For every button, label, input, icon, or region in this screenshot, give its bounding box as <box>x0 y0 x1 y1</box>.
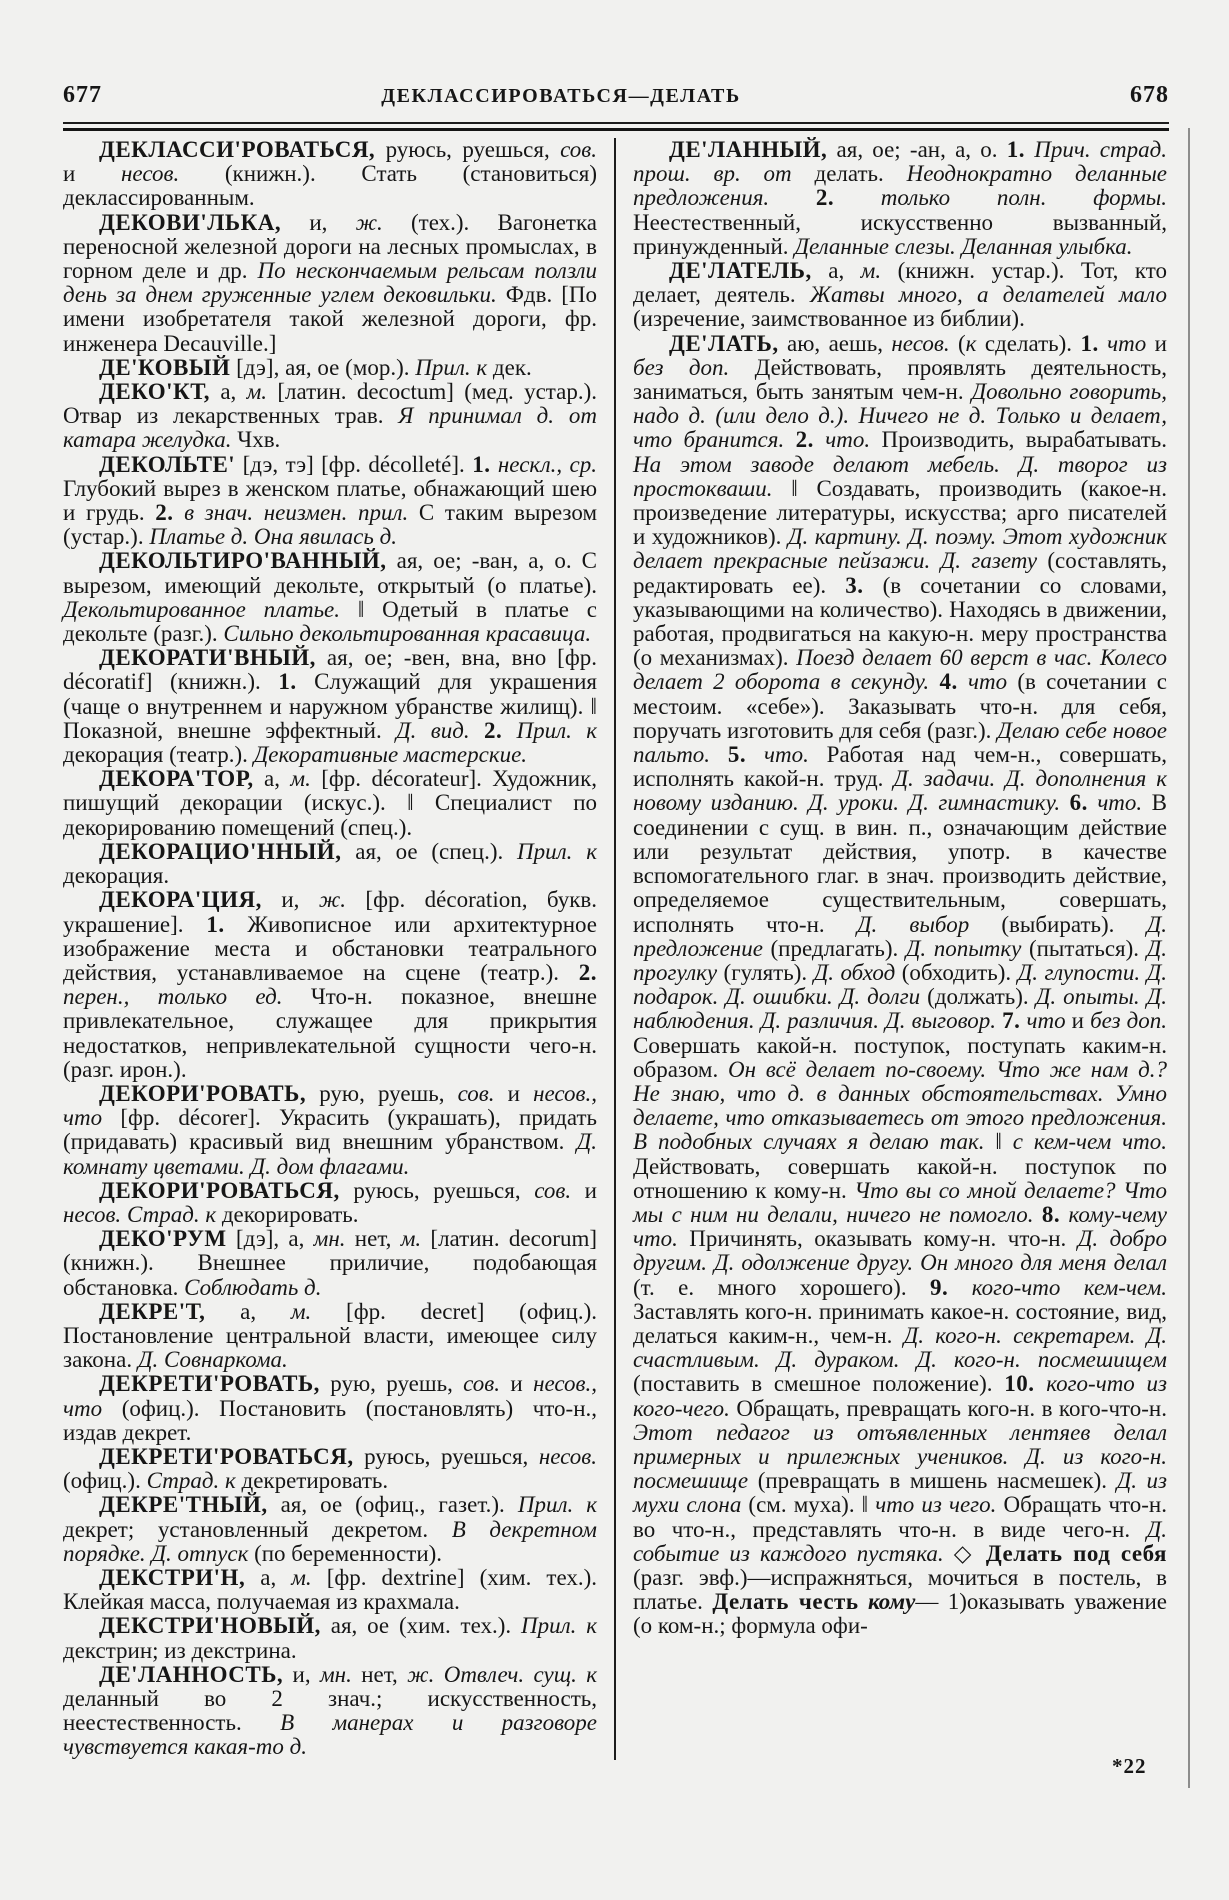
entry-text: с кем-чем что. <box>1012 1129 1167 1155</box>
entry-text: а, <box>245 1564 292 1590</box>
entry-text: (разг. эвф.)—испражняться, мочиться в постель, в платье. <box>633 1564 1167 1615</box>
headword-text: 5. <box>727 742 747 768</box>
entry-text: Страд. к <box>126 1201 217 1227</box>
entry-text: ‖ <box>984 1129 1013 1155</box>
entry-text: Неестественный, искусственно вызванный, принужденный. <box>633 209 1167 259</box>
entry-text: рую, руешь, <box>319 1371 464 1397</box>
dictionary-entry <box>633 332 1167 1639</box>
entry-text: м. <box>291 1564 312 1590</box>
headword-text: 2. <box>578 959 597 985</box>
entry-text: Платье д. Она явилась д. <box>149 524 397 550</box>
entry-text <box>929 669 939 694</box>
entry-text: нет, <box>351 1661 408 1687</box>
entry-text: Прил. к <box>415 354 488 380</box>
headword-text: ДЕ'ЛАННОСТЬ, <box>99 1661 284 1687</box>
entry-text: Этот педагог из отъявленных лентяев делал примерных и прилежных учеников. Д. из кого-н. посмешище <box>633 1419 1167 1494</box>
dictionary-entry <box>63 1663 597 1760</box>
entry-text: ая, ое (хим. тех.). <box>320 1613 522 1639</box>
entry-text: Декольтированное платье. <box>63 596 341 622</box>
entry-text: (т. е. много хорошего). <box>633 1274 931 1300</box>
entry-text: Д. кого-н. секретарем. Д. счастливым. Д. дураком. Д. кого-н. посмешищем <box>633 1322 1167 1373</box>
entry-text: Д. картину. Д. поэму. Этот художник делает прекрасные пейзажи. Д. газету <box>633 524 1167 574</box>
entry-text: сов. <box>463 1371 501 1397</box>
dictionary-entry <box>633 138 1167 259</box>
entry-text: руюсь, руешься, <box>375 137 561 162</box>
entry-text <box>710 742 728 767</box>
entry-text: (офиц.). Постановить (постановлять) что-н., издав декрет. <box>63 1395 597 1445</box>
dictionary-entry <box>63 1614 597 1662</box>
entry-text: аю, аешь, <box>778 330 892 356</box>
entry-text <box>434 1662 443 1687</box>
headword-text: Делать честь <box>712 1589 859 1615</box>
entry-text: без доп. <box>633 354 730 380</box>
entry-text: Служащий для украшения (чаще о внутреннем и наружном убранстве жилищ). ‖ Показной, внешне эффектный. <box>63 669 597 743</box>
entry-text: Живописное или архитектурное изображение места и обстановки театрального действия, устанавливаемое на сцене (театр.). <box>63 911 598 985</box>
entry-text: Д. вид. <box>396 717 470 743</box>
headword-text: 1. <box>1080 330 1099 356</box>
entry-text <box>1088 790 1098 815</box>
entry-text: (книжн. устар.). Тот, кто делает, деятель. <box>633 258 1167 308</box>
headword-text: ДЕКОЛЬТИРО'ВАННЫЙ, <box>99 548 387 574</box>
headword-text: ДЕКОРАТИ'ВНЫЙ, <box>99 645 316 671</box>
headword-text: ДЕКРЕТИ'РОВАТЬ, <box>99 1371 320 1397</box>
entry-text: [фр. décorateur]. Художник, пишущий декорации (искус.). ‖ Специалист по декорированию помещений (спец.). <box>63 766 597 840</box>
headword-text: 4. <box>939 669 958 695</box>
entry-text <box>814 427 825 452</box>
entry-text: Соблюдать д. <box>184 1274 322 1300</box>
headword-text: ДЕ'ЛАННЫЙ, <box>669 137 828 162</box>
entry-text: перен., только ед. <box>63 984 283 1010</box>
dictionary-entry <box>63 138 597 211</box>
entry-text: [фр. decret] (офиц.). Постановление центральной власти, имеющее силу закона. <box>63 1298 597 1373</box>
entry-text: и <box>1146 330 1167 356</box>
entry-text <box>948 1275 971 1300</box>
entry-text <box>1034 1371 1046 1396</box>
entry-text <box>834 185 881 210</box>
dictionary-entry <box>63 549 597 646</box>
entry-text: м. <box>290 1298 312 1324</box>
entry-text <box>746 742 764 767</box>
entry-text: Д. задачи. Д. дополнения к новому изданию. Д. уроки. Д. гимнастику. <box>633 766 1167 816</box>
dictionary-entry <box>63 1445 597 1493</box>
entry-text: руюсь, руешься, <box>339 1177 535 1203</box>
entry-text: (в сочетании со словами, указывающими на количество). Находясь в движении, работая, продвигаться на какую-н. меру пространства (о механизмах). <box>633 572 1167 671</box>
entry-text: (выбирать). <box>969 911 1147 937</box>
entry-text: [дэ], а, <box>226 1226 314 1252</box>
headword-text: ДЕКСТРИ'Н, <box>99 1564 246 1590</box>
entry-text: нескл., ср. <box>497 451 598 477</box>
entry-text: и, <box>281 209 356 235</box>
entry-text: а, <box>205 1298 291 1324</box>
entry-text: В манерах и разговоре чувствуется какая-то д. <box>63 1710 597 1760</box>
entry-text: несов. <box>538 1443 597 1469</box>
dictionary-entry <box>63 888 597 1082</box>
entry-text: и <box>500 1371 534 1397</box>
entry-text: [дэ], ая, ое (мор.). <box>230 354 416 380</box>
dictionary-entry <box>63 211 597 356</box>
column-right <box>633 138 1167 1760</box>
entry-text: сов. <box>560 137 597 162</box>
entry-text: мн. <box>319 1661 352 1687</box>
entry-text: кому-чему что. <box>633 1201 1168 1252</box>
dictionary-entry <box>63 1179 597 1227</box>
headword-text: ДЕКРЕ'Т, <box>99 1298 206 1324</box>
entry-text <box>784 427 795 452</box>
entry-text: Довольно говорить, надо д. (или дело д.). Ничего не д. Только и делает, что бранится. <box>633 379 1167 453</box>
entry-text: На этом заводе делают мебель. Д. творог из простокваши. <box>633 451 1167 501</box>
dictionary-entry <box>63 1300 597 1373</box>
entry-text: Он всё делает по-своему. Что же нам д.? Не знаю, что д. в данных обстоятельствах. Умно делаете, что отказываетесь от этого предложения. В подобных случаях я делаю так. <box>633 1056 1167 1155</box>
headword-text: 2. <box>483 717 503 743</box>
column-divider <box>614 138 616 1760</box>
entry-text: (обходить). <box>895 959 1018 985</box>
entry-text: и <box>494 1080 534 1106</box>
entry-text <box>470 718 484 743</box>
entry-text: В соединении с сущ. в вин. п., означающим действие или результат действия, употр. в качестве вспомогательного глаг. в знач. производить действие, определяемое существительным, совершать, исполнять что-н. <box>633 790 1168 937</box>
entry-text: и, <box>283 1661 320 1687</box>
entry-text: Прич. страд. прош. вр. от <box>633 137 1167 187</box>
entry-text: [латин. decoctum] (мед. устар.). Отвар из лекарственных трав. <box>63 379 597 429</box>
entry-text: только полн. формы. <box>880 185 1168 211</box>
page-number-left: 677 <box>63 82 102 108</box>
entry-text <box>1060 790 1070 815</box>
entry-text: (должать). <box>920 984 1036 1010</box>
entry-text: Жатвы много, а делателей мало <box>809 282 1167 308</box>
entry-text: (превращать в мишень насмешек). <box>748 1468 1117 1494</box>
entry-text: Д. обход <box>813 959 896 985</box>
entry-text: (см. муха). ‖ <box>741 1492 876 1518</box>
entry-text: (в сочетании с местоим. «себе»). Заказывать что-н. для себя, поручать изготовить для себя (разг.). <box>633 669 1167 743</box>
headword-text: ДЕКОРА'ЦИЯ, <box>99 887 262 913</box>
headword-text: 2. <box>155 500 174 526</box>
entry-text: Отвлеч. сущ. к <box>443 1661 598 1687</box>
dictionary-entry <box>63 1566 597 1614</box>
entry-text: и <box>1065 1008 1091 1034</box>
entry-text: (книжн.). Стать (становиться) деклассированным. <box>63 161 597 211</box>
entry-text: декорация. <box>63 863 170 889</box>
headword-text: 9. <box>930 1274 949 1300</box>
entry-text <box>1025 137 1034 162</box>
entry-text: (тех.). Вагонетка переносной железной дороги на лесных промыслах, в горном деле и др. <box>63 209 597 284</box>
headword-text: ДЕКОЛЬТЕ' <box>99 451 236 477</box>
entry-text: ‖ Создавать, производить (какое-н. произведение литературы, искусства; арго писателей и художников). <box>633 475 1167 550</box>
headword-text: Делать под себя <box>985 1540 1167 1566</box>
entry-text: Глубокий вырез в женском платье, обнажающий шею и грудь. <box>63 475 597 526</box>
entry-text: несов., что <box>63 1371 597 1421</box>
headword-text: ДЕКОРИ'РОВАТЬСЯ, <box>99 1177 340 1203</box>
dictionary-entry <box>633 259 1167 332</box>
entry-text: кому <box>867 1589 916 1615</box>
entry-text: ая, ое (спец.). <box>341 838 518 864</box>
entry-text: Заставлять кого-н. принимать какое-н. состояние, вид, делаться каким-н., чем-н. <box>633 1298 1167 1348</box>
entry-text: Причинять, оказывать кому-н. что-н. <box>677 1226 1078 1252</box>
entry-text: к <box>965 330 977 356</box>
page-header <box>63 82 1169 109</box>
headword-text: 1. <box>1006 137 1025 162</box>
headword-text: ДЕ'ЛАТЕЛЬ, <box>669 258 812 284</box>
entry-text: Д. предложение <box>633 911 1167 961</box>
entry-text: м. <box>860 258 882 284</box>
entry-text: что <box>1107 330 1147 356</box>
entry-text: [дэ, тэ] [фр. décolleté]. <box>235 451 473 477</box>
entry-text: ая, ое (офиц., газет.). <box>267 1492 518 1518</box>
page-edge-line <box>1188 128 1190 1788</box>
entry-text: ж. <box>355 209 383 235</box>
entry-text: ая, ое; -ван, а, о. С вырезом, имеющий декольте, открытый (о платье). <box>63 548 597 598</box>
entry-text: Работая над чем-н., совершать, исполнять какой-н. труд. <box>633 742 1168 792</box>
headword-text: 7. <box>1002 1008 1021 1034</box>
entry-text: Обращать, превращать кого-н. в кого-что-н. <box>729 1395 1167 1421</box>
entry-text: (изречение, заимствованное из библии). <box>633 306 1025 332</box>
entry-text: Страд. к <box>146 1468 236 1494</box>
entry-text: (по беременности). <box>248 1540 443 1566</box>
headword-text: ДЕКОВИ'ЛЬКА, <box>99 209 282 235</box>
headword-text: ДЕКОРИ'РОВАТЬ, <box>99 1080 307 1106</box>
entry-text: декрет; установленный декретом. <box>63 1516 452 1542</box>
entry-text: кого-что из кого-чего. <box>633 1371 1168 1421</box>
headword-text: ДЕКО'РУМ <box>99 1226 227 1252</box>
entry-text: Прил. к <box>517 838 597 864</box>
entry-text: В декретном порядке. Д. отпуск <box>63 1516 597 1566</box>
entry-text: и <box>63 161 122 187</box>
entry-text: С таким вырезом (устар.). <box>63 500 597 550</box>
entry-text: м. <box>400 1226 422 1252</box>
entry-text: Д. выбор <box>856 911 970 937</box>
entry-text: декорировать. <box>216 1201 359 1227</box>
entry-text: Д. добро другим. Д. одолжение другу. Он много для меня делал <box>633 1226 1167 1276</box>
entry-text: Д. попытку <box>905 935 1022 961</box>
entry-text: [фр. décoration, букв. украшение]. <box>63 887 597 937</box>
entry-text: м. <box>246 379 268 405</box>
entry-text: Деланные слезы. Деланная улыбка. <box>794 233 1133 259</box>
headword-text: ДЕКОРАЦИО'ННЫЙ, <box>99 838 342 864</box>
entry-text: (гулять). <box>717 959 814 985</box>
entry-text: Действовать, совершать какой-н. поступок по отношению к кому-н. <box>633 1153 1167 1203</box>
entry-text: [латин. decorum] (книжн.). Внешнее приличие, подобающая обстановка. <box>63 1226 597 1300</box>
entry-text: Совершать какой-н. поступок, поступать каким-н. образом. <box>633 1032 1167 1082</box>
entry-text: что <box>967 669 1008 695</box>
text-columns <box>63 138 1169 1760</box>
entry-text: Производить, вырабатывать. <box>870 427 1168 453</box>
headword-text: ДЕ'ЛАТЬ, <box>669 330 779 356</box>
entry-text: сделать). <box>976 330 1081 356</box>
entry-text: несов. <box>891 330 950 356</box>
entry-text: руюсь, руешься, <box>353 1443 539 1469</box>
entry-text <box>174 500 185 525</box>
headword-text: 8. <box>1041 1201 1061 1227</box>
headword-text: ДЕКО'КТ, <box>99 379 211 405</box>
entry-text: без доп. <box>1090 1008 1168 1034</box>
entry-text: ж. <box>318 887 346 913</box>
entry-text <box>1034 1202 1042 1227</box>
dictionary-entry <box>63 1493 597 1566</box>
entry-text: Поезд делает 60 верст в час. Колесо делает 2 оборота в секунду. <box>633 645 1167 695</box>
dictionary-entry <box>63 1227 597 1300</box>
dictionary-entry <box>63 453 597 550</box>
entry-text <box>958 669 968 694</box>
dictionary-entry <box>63 1372 597 1445</box>
entry-text: — 1)оказывать уважение (о ком-н.; формула офи- <box>633 1589 1168 1639</box>
entry-text: Д. из мухи слона <box>633 1468 1167 1518</box>
entry-text: деланный во 2 знач.; искусственность, неестественность. <box>63 1686 597 1736</box>
entry-text: в знач. неизмен. прил. <box>184 500 409 526</box>
entry-text: а, <box>210 379 247 405</box>
entry-text: Д. опыты. Д. наблюдения. Д. различия. Д. выговор. <box>633 984 1168 1034</box>
entry-text: (составлять, редактировать ее). <box>633 548 1167 598</box>
entry-text: Прил. к <box>521 1613 597 1639</box>
entry-text: декстрин; из декстрина. <box>63 1637 297 1663</box>
entry-text: что из чего. <box>875 1492 997 1518</box>
column-left <box>63 138 597 1760</box>
headword-text: ДЕКРЕ'ТНЫЙ, <box>99 1492 268 1518</box>
entry-text: (пытаться). <box>1021 935 1147 961</box>
entry-text: Я принимал д. от катара желудка. <box>63 403 597 453</box>
entry-text: Д. комнату цветами. Д. дом флагами. <box>63 1129 597 1179</box>
entry-text: несов., что <box>63 1080 597 1131</box>
entry-text: Прил. к <box>517 1492 597 1518</box>
headword-text: 3. <box>845 572 864 598</box>
entry-text: делать. <box>791 161 907 187</box>
entry-text: декретировать. <box>235 1468 389 1494</box>
dictionary-entry <box>63 646 597 767</box>
running-title: ДЕКЛАССИРОВАТЬСЯ—ДЕЛАТЬ <box>381 85 741 107</box>
headword-text: 10. <box>1004 1371 1035 1397</box>
entry-text: а, <box>253 766 291 792</box>
headword-text: ДЕ'КОВЫЙ <box>99 354 231 380</box>
entry-text: несов. <box>63 1201 122 1227</box>
entry-text: Чхв. <box>231 427 281 453</box>
headword-text: 1. <box>206 911 225 937</box>
entry-text <box>769 185 816 210</box>
entry-text <box>859 1589 868 1614</box>
entry-text: (офиц.). <box>63 1468 147 1494</box>
entry-text: несов. <box>121 161 180 187</box>
entry-text: сов. <box>534 1177 572 1203</box>
entry-text: ж. <box>407 1661 435 1687</box>
headword-text: 2. <box>815 185 835 211</box>
headword-text: ДЕКОРА'ТОР, <box>99 766 254 792</box>
entry-text <box>490 452 497 477</box>
entry-text: нет, <box>345 1226 401 1252</box>
entry-text: дек. <box>487 354 532 380</box>
headword-text: 6. <box>1069 790 1088 816</box>
entry-text: что. <box>764 742 809 768</box>
entry-text: Сильно декольтированная красавица. <box>223 621 592 647</box>
entry-text: [фр. dextrine] (хим. тех.). Клейкая масса, получаемая из крахмала. <box>63 1564 598 1615</box>
entry-text: что. <box>825 427 871 453</box>
entry-text: ◇ <box>943 1540 986 1566</box>
entry-text: ‖ Одетый в платье с декольте (разг.). <box>63 596 597 647</box>
headword-text: 1. <box>472 451 491 477</box>
page-number-right: 678 <box>1130 82 1169 108</box>
entry-text: Неоднократно деланные предложения. <box>633 161 1167 211</box>
headword-text: ДЕКСТРИ'НОВЫЙ, <box>99 1613 321 1639</box>
dictionary-entry <box>63 380 597 453</box>
entry-text: что <box>1026 1008 1066 1034</box>
entry-text: (предлагать). <box>762 935 906 961</box>
entry-text: рую, руешь, <box>306 1080 458 1106</box>
entry-text: Обращать что-н. во что-н., представлять что-н. в виде чего-н. <box>633 1492 1167 1542</box>
entry-text: [фр. décorer]. Украсить (украшать), придать (придавать) красивый вид внешним убранством. <box>63 1105 597 1155</box>
entry-text: Делаю себе новое пальто. <box>633 717 1167 768</box>
entry-text: сов. <box>457 1080 495 1106</box>
dictionary-entry <box>63 767 597 840</box>
entry-text <box>502 718 516 743</box>
entry-text: Прил. к <box>516 717 598 743</box>
entry-text: ( <box>949 330 966 356</box>
entry-text: По нескончаемым рельсам ползли день за днем груженные углем дековильки. <box>63 258 597 308</box>
entry-text: а, <box>811 258 861 284</box>
entry-text: Что-н. показное, внешне привлекательное, служащее для прикрытия недостатков, непривлекательной сущности чего-н. (разг. ирон.). <box>63 984 598 1082</box>
entry-text: и, <box>261 887 319 913</box>
entry-text: мн. <box>313 1226 346 1252</box>
entry-text: что. <box>1097 790 1143 816</box>
entry-text: кого-что кем-чем. <box>971 1274 1167 1300</box>
entry-text: Фдв. [По имени изобретателя такой железной дороги, фр. инженера Decauville.] <box>63 282 597 356</box>
entry-text: ая, ое; -вен, вна, вно [фр. décoratif] (книжн.). <box>63 645 597 695</box>
dictionary-entry <box>63 840 597 888</box>
dictionary-entry <box>63 1082 597 1179</box>
entry-text: ая, ое; -ан, а, о. <box>827 137 1007 162</box>
entry-text: и <box>571 1177 597 1203</box>
headword-text: 1. <box>278 669 297 695</box>
entry-text <box>1099 331 1107 356</box>
entry-text: Декоративные мастерские. <box>253 742 528 768</box>
headword-text: 2. <box>795 427 814 453</box>
headword-text: ДЕКРЕТИ'РОВАТЬСЯ, <box>99 1443 354 1469</box>
dictionary-entry <box>63 356 597 380</box>
entry-text: м. <box>290 766 311 792</box>
entry-text: (поставить в смешное положение). <box>633 1371 1005 1397</box>
entry-text: Д. Совнаркома. <box>137 1347 288 1373</box>
entry-text: Д. событие из каждого пустяка. <box>633 1516 1167 1566</box>
entry-text: декорация (театр.). <box>63 742 254 768</box>
entry-text: Действовать, проявлять деятельность, заниматься, быть занятым чем-н. <box>633 354 1167 405</box>
signature-mark: *22 <box>1112 1754 1147 1778</box>
entry-text: Что вы со мной делаете? Что мы с ним ни делали, ничего не помогло. <box>633 1177 1167 1227</box>
headword-text: ДЕКЛАССИ'РОВАТЬСЯ, <box>99 137 376 162</box>
entry-text: Д. прогулку <box>633 935 1167 985</box>
entry-text: Д. глупости. Д. подарок. Д. ошибки. Д. долги <box>633 959 1167 1010</box>
header-rule <box>63 122 1169 131</box>
